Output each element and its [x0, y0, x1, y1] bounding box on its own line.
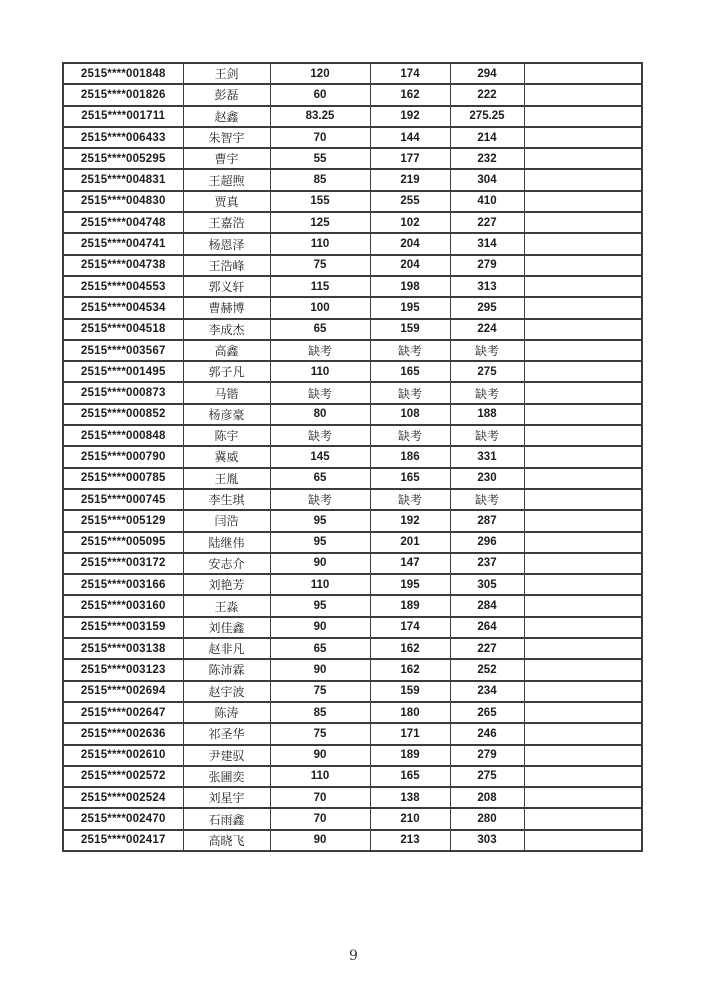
score-2-cell: 108	[370, 404, 450, 425]
total-score-cell: 280	[450, 808, 524, 829]
exam-id-cell: 2515****002647	[63, 702, 183, 723]
score-2-cell: 102	[370, 212, 450, 233]
table-row	[63, 808, 642, 829]
table-row	[63, 787, 642, 808]
exam-id-cell: 2515****002470	[63, 808, 183, 829]
table-row	[63, 425, 642, 446]
exam-id-cell: 2515****002636	[63, 723, 183, 744]
score-2-cell: 165	[370, 766, 450, 787]
name-cell: 王胤	[183, 468, 270, 489]
table-row	[63, 84, 642, 105]
total-score-cell: 227	[450, 638, 524, 659]
table-row	[63, 830, 642, 851]
total-score-cell: 303	[450, 830, 524, 851]
exam-id-cell: 2515****004553	[63, 276, 183, 297]
score-2-cell: 204	[370, 255, 450, 276]
exam-id-cell: 2515****002417	[63, 830, 183, 851]
score-2-cell: 192	[370, 106, 450, 127]
table-row	[63, 276, 642, 297]
exam-id-cell: 2515****002694	[63, 681, 183, 702]
score-1-cell: 145	[270, 446, 370, 467]
remark-cell	[524, 723, 642, 744]
total-score-cell: 234	[450, 681, 524, 702]
name-cell: 曹宇	[183, 148, 270, 169]
name-cell: 曹赫博	[183, 297, 270, 318]
table-row	[63, 404, 642, 425]
table-row	[63, 510, 642, 531]
exam-id-cell: 2515****001848	[63, 63, 183, 84]
name-cell: 高晓飞	[183, 830, 270, 851]
total-score-cell: 188	[450, 404, 524, 425]
score-2-cell: 219	[370, 169, 450, 190]
total-score-cell: 410	[450, 191, 524, 212]
name-cell: 陈涛	[183, 702, 270, 723]
score-1-cell: 65	[270, 468, 370, 489]
remark-cell	[524, 148, 642, 169]
score-2-cell: 192	[370, 510, 450, 531]
exam-id-cell: 2515****003166	[63, 574, 183, 595]
table-row	[63, 638, 642, 659]
total-score-cell: 305	[450, 574, 524, 595]
score-2-cell: 165	[370, 468, 450, 489]
score-1-cell: 125	[270, 212, 370, 233]
remark-cell	[524, 681, 642, 702]
table-row	[63, 63, 642, 84]
remark-cell	[524, 808, 642, 829]
table-row	[63, 340, 642, 361]
exam-id-cell: 2515****004748	[63, 212, 183, 233]
total-score-cell: 284	[450, 595, 524, 616]
score-1-cell: 75	[270, 723, 370, 744]
name-cell: 王浩峰	[183, 255, 270, 276]
exam-id-cell: 2515****003172	[63, 553, 183, 574]
total-score-cell: 279	[450, 745, 524, 766]
score-2-cell: 138	[370, 787, 450, 808]
table-row	[63, 446, 642, 467]
score-1-cell: 缺考	[270, 340, 370, 361]
score-1-cell: 70	[270, 787, 370, 808]
remark-cell	[524, 169, 642, 190]
remark-cell	[524, 297, 642, 318]
remark-cell	[524, 361, 642, 382]
score-1-cell: 90	[270, 553, 370, 574]
table-row	[63, 766, 642, 787]
remark-cell	[524, 233, 642, 254]
table-row	[63, 723, 642, 744]
total-score-cell: 265	[450, 702, 524, 723]
score-2-cell: 165	[370, 361, 450, 382]
score-1-cell: 85	[270, 169, 370, 190]
remark-cell	[524, 489, 642, 510]
exam-id-cell: 2515****005129	[63, 510, 183, 531]
table-row	[63, 297, 642, 318]
total-score-cell: 264	[450, 617, 524, 638]
remark-cell	[524, 276, 642, 297]
exam-id-cell: 2515****001495	[63, 361, 183, 382]
name-cell: 石雨鑫	[183, 808, 270, 829]
table-row	[63, 127, 642, 148]
total-score-cell: 275.25	[450, 106, 524, 127]
score-2-cell: 195	[370, 297, 450, 318]
score-table-body	[63, 63, 642, 851]
remark-cell	[524, 106, 642, 127]
table-row	[63, 468, 642, 489]
exam-id-cell: 2515****003160	[63, 595, 183, 616]
score-1-cell: 120	[270, 63, 370, 84]
name-cell: 郭义轩	[183, 276, 270, 297]
total-score-cell: 295	[450, 297, 524, 318]
exam-id-cell: 2515****003123	[63, 659, 183, 680]
table-row	[63, 489, 642, 510]
table-row	[63, 595, 642, 616]
exam-id-cell: 2515****003138	[63, 638, 183, 659]
name-cell: 刘佳鑫	[183, 617, 270, 638]
remark-cell	[524, 319, 642, 340]
exam-id-cell: 2515****002524	[63, 787, 183, 808]
score-2-cell: 162	[370, 638, 450, 659]
exam-id-cell: 2515****004738	[63, 255, 183, 276]
exam-id-cell: 2515****003159	[63, 617, 183, 638]
name-cell: 彭磊	[183, 84, 270, 105]
score-2-cell: 198	[370, 276, 450, 297]
score-2-cell: 189	[370, 745, 450, 766]
remark-cell	[524, 127, 642, 148]
score-table	[62, 62, 643, 852]
name-cell: 尹建驭	[183, 745, 270, 766]
exam-id-cell: 2515****004518	[63, 319, 183, 340]
name-cell: 刘艳芳	[183, 574, 270, 595]
score-1-cell: 90	[270, 617, 370, 638]
score-2-cell: 195	[370, 574, 450, 595]
remark-cell	[524, 425, 642, 446]
score-1-cell: 缺考	[270, 489, 370, 510]
total-score-cell: 222	[450, 84, 524, 105]
score-1-cell: 100	[270, 297, 370, 318]
remark-cell	[524, 638, 642, 659]
total-score-cell: 304	[450, 169, 524, 190]
total-score-cell: 275	[450, 766, 524, 787]
name-cell: 马锴	[183, 382, 270, 403]
score-2-cell: 255	[370, 191, 450, 212]
score-2-cell: 201	[370, 532, 450, 553]
exam-id-cell: 2515****000848	[63, 425, 183, 446]
table-row	[63, 255, 642, 276]
table-row	[63, 361, 642, 382]
remark-cell	[524, 659, 642, 680]
exam-id-cell: 2515****002572	[63, 766, 183, 787]
total-score-cell: 296	[450, 532, 524, 553]
score-1-cell: 缺考	[270, 425, 370, 446]
score-2-cell: 174	[370, 617, 450, 638]
exam-id-cell: 2515****004830	[63, 191, 183, 212]
page-number: 9	[349, 948, 358, 964]
remark-cell	[524, 191, 642, 212]
exam-id-cell: 2515****001826	[63, 84, 183, 105]
exam-id-cell: 2515****004534	[63, 297, 183, 318]
table-row	[63, 319, 642, 340]
table-row	[63, 745, 642, 766]
score-1-cell: 90	[270, 745, 370, 766]
name-cell: 赵非凡	[183, 638, 270, 659]
remark-cell	[524, 532, 642, 553]
total-score-cell: 缺考	[450, 340, 524, 361]
name-cell: 陆继伟	[183, 532, 270, 553]
exam-id-cell: 2515****000745	[63, 489, 183, 510]
exam-id-cell: 2515****005095	[63, 532, 183, 553]
name-cell: 安志介	[183, 553, 270, 574]
score-1-cell: 70	[270, 127, 370, 148]
exam-id-cell: 2515****004741	[63, 233, 183, 254]
total-score-cell: 287	[450, 510, 524, 531]
table-row	[63, 169, 642, 190]
score-1-cell: 95	[270, 532, 370, 553]
total-score-cell: 314	[450, 233, 524, 254]
exam-id-cell: 2515****003567	[63, 340, 183, 361]
table-row	[63, 212, 642, 233]
exam-id-cell: 2515****000873	[63, 382, 183, 403]
table-row	[63, 553, 642, 574]
table-row	[63, 617, 642, 638]
remark-cell	[524, 787, 642, 808]
remark-cell	[524, 84, 642, 105]
table-row	[63, 148, 642, 169]
score-1-cell: 90	[270, 830, 370, 851]
score-1-cell: 110	[270, 361, 370, 382]
name-cell: 王剑	[183, 63, 270, 84]
score-1-cell: 155	[270, 191, 370, 212]
remark-cell	[524, 745, 642, 766]
name-cell: 王嘉浩	[183, 212, 270, 233]
remark-cell	[524, 595, 642, 616]
table-row	[63, 659, 642, 680]
exam-id-cell: 2515****005295	[63, 148, 183, 169]
score-2-cell: 189	[370, 595, 450, 616]
name-cell: 杨恩泽	[183, 233, 270, 254]
name-cell: 陈宇	[183, 425, 270, 446]
total-score-cell: 331	[450, 446, 524, 467]
score-1-cell: 115	[270, 276, 370, 297]
score-1-cell: 55	[270, 148, 370, 169]
total-score-cell: 208	[450, 787, 524, 808]
remark-cell	[524, 255, 642, 276]
name-cell: 王淼	[183, 595, 270, 616]
table-row	[63, 233, 642, 254]
table-row	[63, 702, 642, 723]
score-2-cell: 186	[370, 446, 450, 467]
total-score-cell: 缺考	[450, 425, 524, 446]
table-row	[63, 681, 642, 702]
name-cell: 杨彦豪	[183, 404, 270, 425]
remark-cell	[524, 212, 642, 233]
score-2-cell: 159	[370, 319, 450, 340]
name-cell: 陈沛霖	[183, 659, 270, 680]
name-cell: 刘星宇	[183, 787, 270, 808]
score-2-cell: 174	[370, 63, 450, 84]
total-score-cell: 缺考	[450, 489, 524, 510]
table-row	[63, 382, 642, 403]
remark-cell	[524, 446, 642, 467]
score-1-cell: 缺考	[270, 382, 370, 403]
score-2-cell: 147	[370, 553, 450, 574]
score-1-cell: 90	[270, 659, 370, 680]
score-2-cell: 162	[370, 84, 450, 105]
total-score-cell: 252	[450, 659, 524, 680]
table-row	[63, 106, 642, 127]
score-2-cell: 缺考	[370, 382, 450, 403]
name-cell: 冀威	[183, 446, 270, 467]
total-score-cell: 313	[450, 276, 524, 297]
score-2-cell: 159	[370, 681, 450, 702]
name-cell: 祁圣华	[183, 723, 270, 744]
score-2-cell: 204	[370, 233, 450, 254]
remark-cell	[524, 830, 642, 851]
remark-cell	[524, 340, 642, 361]
score-2-cell: 162	[370, 659, 450, 680]
name-cell: 贾真	[183, 191, 270, 212]
exam-id-cell: 2515****000790	[63, 446, 183, 467]
name-cell: 王超煦	[183, 169, 270, 190]
score-1-cell: 65	[270, 319, 370, 340]
remark-cell	[524, 617, 642, 638]
table-row	[63, 532, 642, 553]
remark-cell	[524, 702, 642, 723]
total-score-cell: 227	[450, 212, 524, 233]
total-score-cell: 230	[450, 468, 524, 489]
exam-id-cell: 2515****000785	[63, 468, 183, 489]
name-cell: 赵鑫	[183, 106, 270, 127]
score-2-cell: 177	[370, 148, 450, 169]
score-1-cell: 95	[270, 595, 370, 616]
total-score-cell: 232	[450, 148, 524, 169]
score-1-cell: 110	[270, 233, 370, 254]
name-cell: 李成杰	[183, 319, 270, 340]
table-row	[63, 574, 642, 595]
score-1-cell: 83.25	[270, 106, 370, 127]
exam-id-cell: 2515****002610	[63, 745, 183, 766]
name-cell: 高鑫	[183, 340, 270, 361]
total-score-cell: 294	[450, 63, 524, 84]
remark-cell	[524, 382, 642, 403]
name-cell: 朱智宇	[183, 127, 270, 148]
total-score-cell: 279	[450, 255, 524, 276]
name-cell: 赵宇波	[183, 681, 270, 702]
total-score-cell: 214	[450, 127, 524, 148]
remark-cell	[524, 404, 642, 425]
remark-cell	[524, 510, 642, 531]
score-1-cell: 80	[270, 404, 370, 425]
name-cell: 张圃奕	[183, 766, 270, 787]
remark-cell	[524, 468, 642, 489]
score-1-cell: 85	[270, 702, 370, 723]
score-1-cell: 75	[270, 681, 370, 702]
score-1-cell: 65	[270, 638, 370, 659]
score-2-cell: 缺考	[370, 425, 450, 446]
score-2-cell: 缺考	[370, 340, 450, 361]
exam-id-cell: 2515****001711	[63, 106, 183, 127]
score-2-cell: 180	[370, 702, 450, 723]
remark-cell	[524, 553, 642, 574]
remark-cell	[524, 766, 642, 787]
score-1-cell: 110	[270, 766, 370, 787]
total-score-cell: 246	[450, 723, 524, 744]
exam-id-cell: 2515****000852	[63, 404, 183, 425]
name-cell: 闫浩	[183, 510, 270, 531]
score-1-cell: 60	[270, 84, 370, 105]
total-score-cell: 275	[450, 361, 524, 382]
exam-id-cell: 2515****004831	[63, 169, 183, 190]
remark-cell	[524, 574, 642, 595]
exam-id-cell: 2515****006433	[63, 127, 183, 148]
score-1-cell: 70	[270, 808, 370, 829]
total-score-cell: 237	[450, 553, 524, 574]
score-1-cell: 95	[270, 510, 370, 531]
score-1-cell: 110	[270, 574, 370, 595]
score-2-cell: 144	[370, 127, 450, 148]
score-1-cell: 75	[270, 255, 370, 276]
name-cell: 郭子凡	[183, 361, 270, 382]
score-2-cell: 171	[370, 723, 450, 744]
table-row	[63, 191, 642, 212]
score-2-cell: 210	[370, 808, 450, 829]
remark-cell	[524, 63, 642, 84]
total-score-cell: 缺考	[450, 382, 524, 403]
total-score-cell: 224	[450, 319, 524, 340]
name-cell: 李生琪	[183, 489, 270, 510]
score-2-cell: 213	[370, 830, 450, 851]
score-2-cell: 缺考	[370, 489, 450, 510]
